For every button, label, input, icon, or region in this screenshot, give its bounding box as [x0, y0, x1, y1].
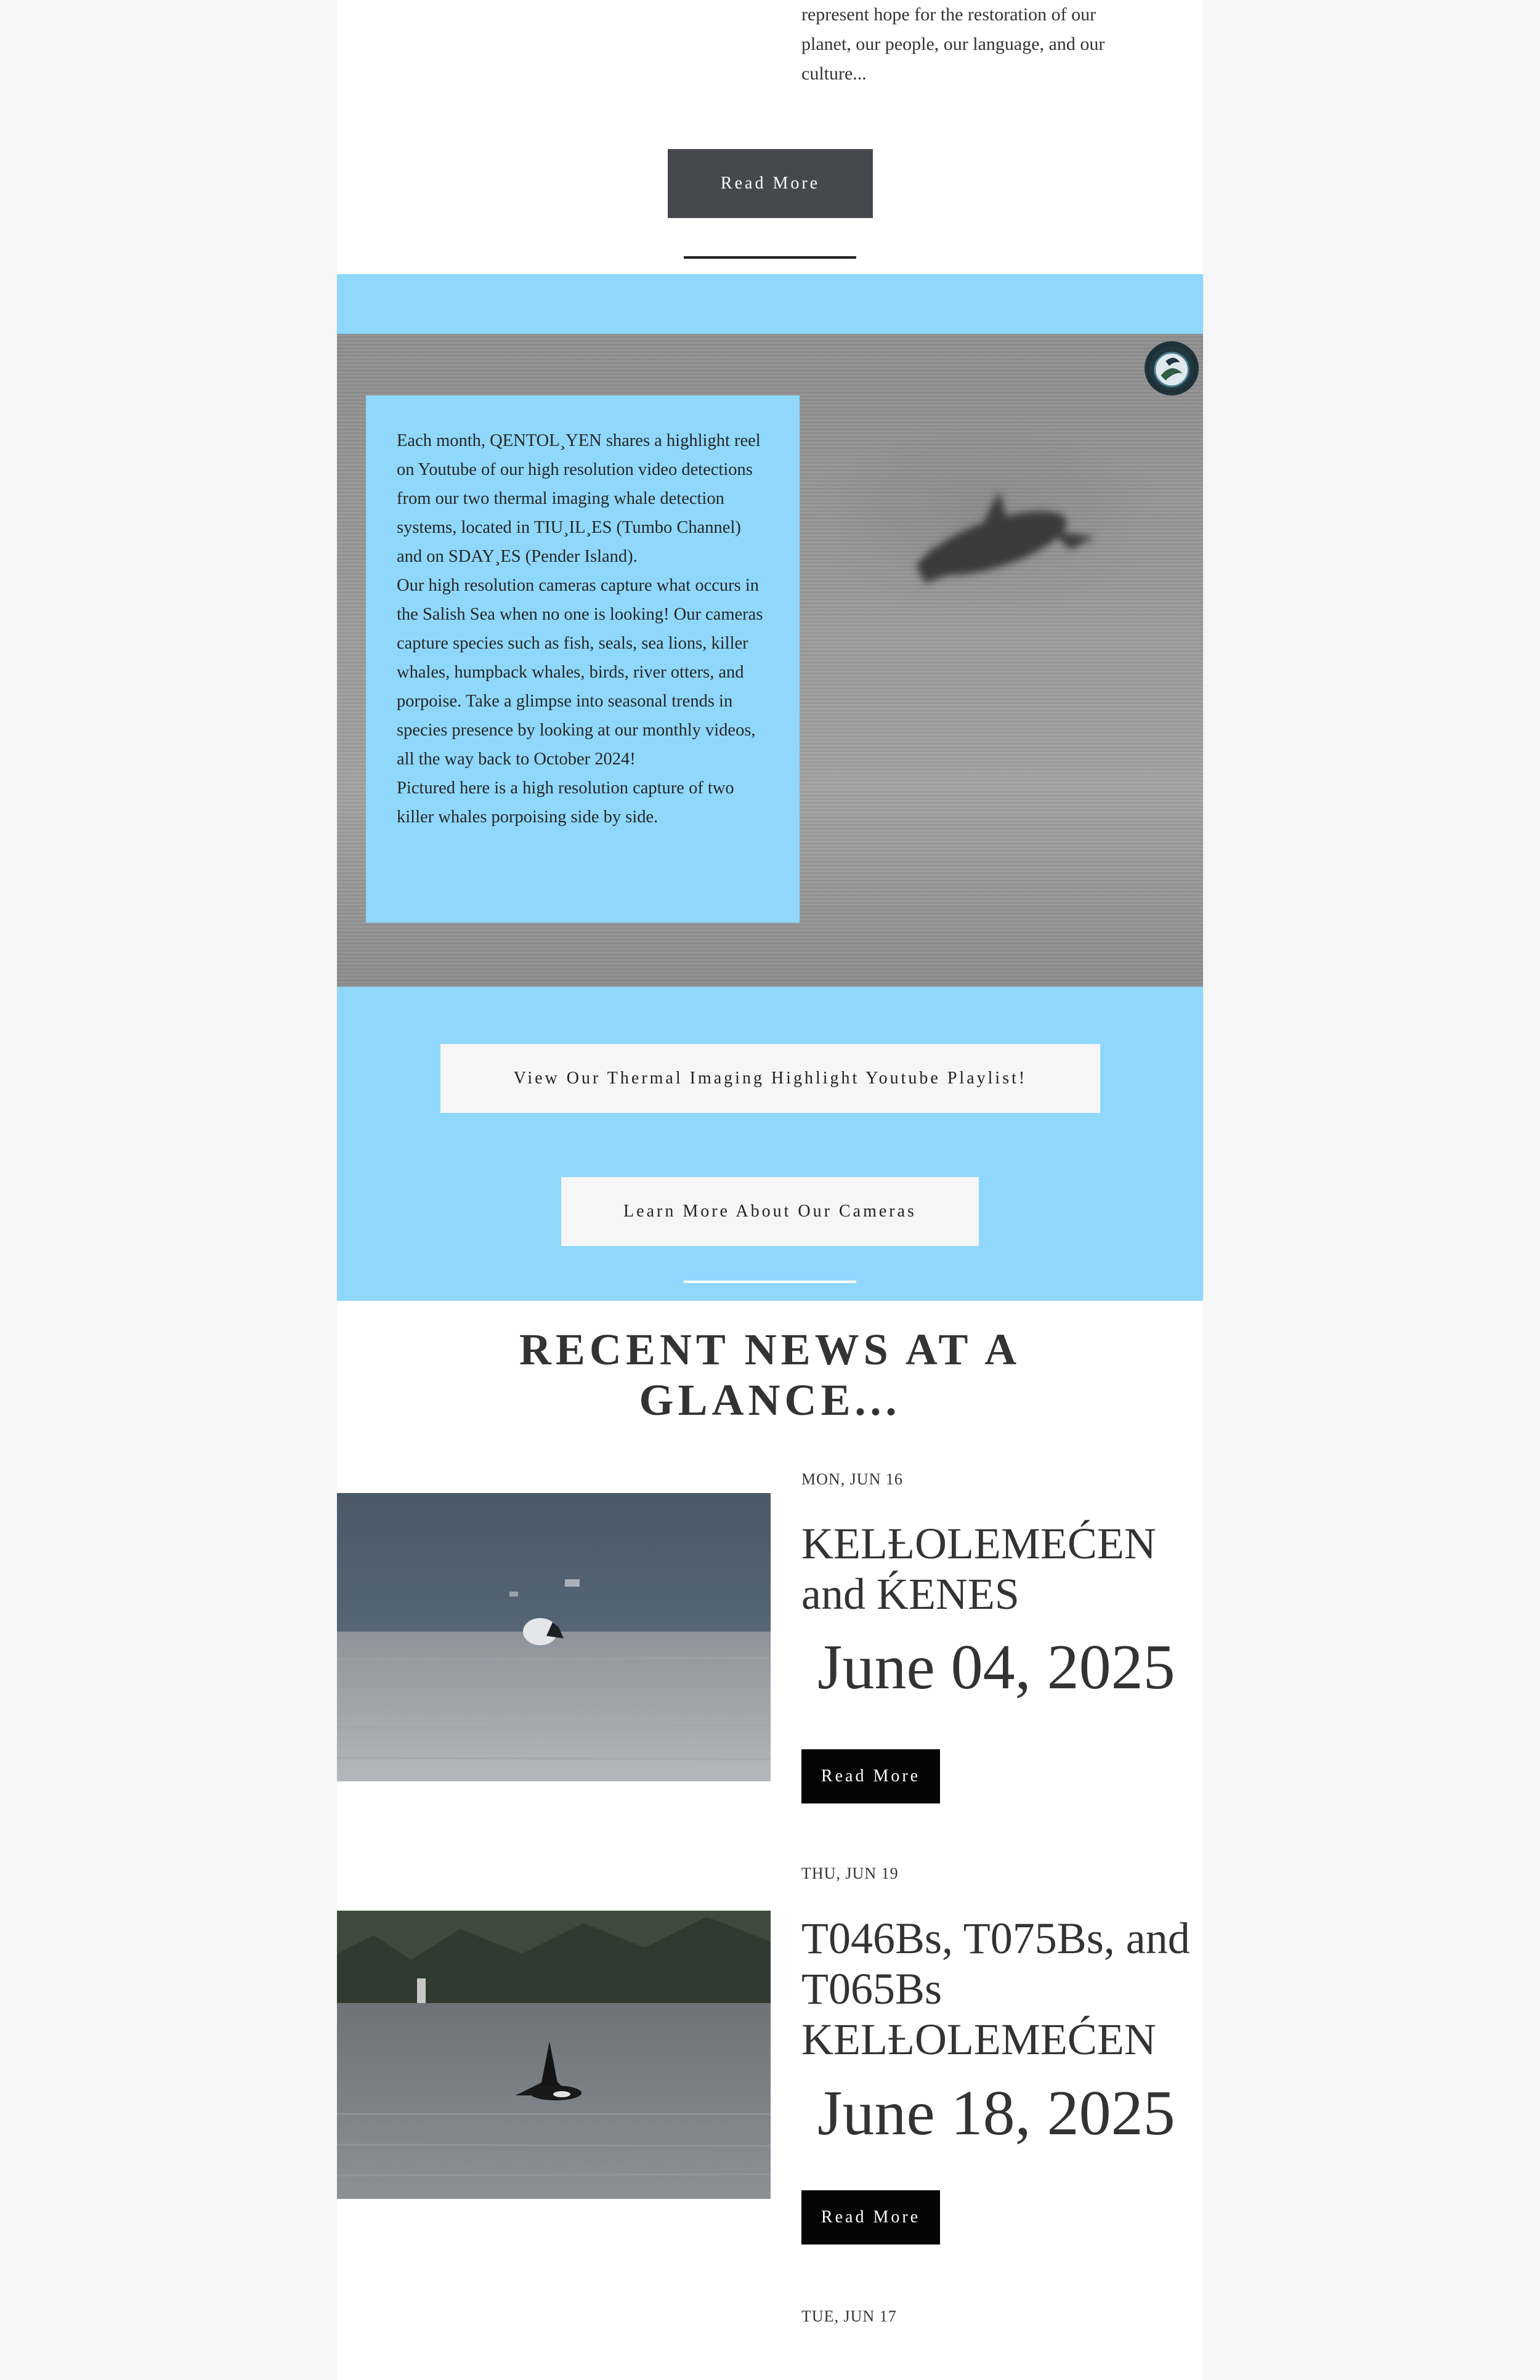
- thermal-description-box: [366, 395, 800, 923]
- news-date: TUE, JUN 17: [801, 2307, 897, 2325]
- news-event-date: June 04, 2025: [817, 1632, 1175, 1702]
- news-section-title: RECENT NEWS AT A GLANCE...: [519, 1325, 1021, 1425]
- thermal-paragraph: Our high resolution cameras capture what occurs in the Salish Sea when no one is looking! Our cameras capture species such as fish, seals, sea lions, killer whales, humpback whales, birds, river otters, and porpoise. Take a glimpse into seasonal trends in species presence by looking at our monthly videos, all the way back to October 2024!: [397, 576, 763, 769]
- news-title[interactable]: T046Bs, T075Bs, and T065Bs KELȽOLEMEĆEN: [801, 1914, 1190, 2064]
- intro-line: culture...: [801, 63, 867, 84]
- orca-thermal-image: [891, 457, 1125, 605]
- page: [337, 0, 1203, 2380]
- read-more-button[interactable]: Read More: [801, 1749, 940, 1803]
- news-date: THU, JUN 19: [801, 1864, 899, 1882]
- thermal-paragraph: Pictured here is a high resolution capture of two killer whales porpoising side by side.: [397, 779, 734, 827]
- news-date: MON, JUN 16: [801, 1470, 903, 1488]
- news-thumbnail[interactable]: [337, 1911, 771, 2199]
- intro-line: planet, our people, our language, and our: [801, 34, 1105, 54]
- intro-line: represent hope for the restoration of our: [801, 4, 1096, 25]
- section-divider: [684, 256, 856, 259]
- section-divider: [684, 1281, 856, 1283]
- news-thumbnail[interactable]: [337, 1493, 771, 1781]
- thermal-paragraph: Each month, QENTOL¸YEN shares a highlight reel on Youtube of our high resolution video detections from our two thermal imaging whale detection systems, located in TIU¸IL¸ES (Tumbo Channel) and on SDAY¸ES (Pender Island).: [397, 431, 761, 566]
- orca-tail-photo: [337, 1493, 771, 1781]
- read-more-button[interactable]: Read More: [801, 2190, 940, 2244]
- thermal-hero-image: [337, 334, 1203, 987]
- news-event-date: June 18, 2025: [817, 2078, 1175, 2148]
- youtube-playlist-button[interactable]: View Our Thermal Imaging Highlight Youtube Playlist!: [440, 1044, 1100, 1113]
- read-more-button[interactable]: Read More: [668, 149, 873, 218]
- logo-icon: [1148, 344, 1196, 392]
- learn-cameras-button[interactable]: Learn More About Our Cameras: [561, 1177, 979, 1246]
- intro-paragraph: [801, 0, 1171, 89]
- news-title[interactable]: KELȽOLEMEĆEN and ḰENES: [801, 1519, 1156, 1619]
- orca-dorsal-photo: [337, 1911, 771, 2199]
- logo-badge[interactable]: [1145, 341, 1199, 395]
